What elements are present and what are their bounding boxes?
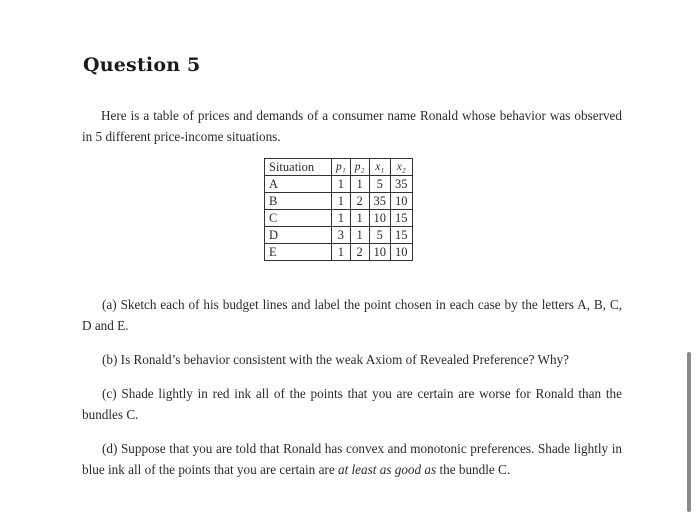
cell-x2: 10 [391, 193, 413, 210]
cell-situation: E [265, 244, 332, 261]
question-a-text: (a) Sketch each of his budget lines and label the point chosen in each case by the letters A, B, C, D and E. [82, 297, 622, 333]
cell-p1: 1 [332, 244, 351, 261]
question-b-text: (b) Is Ronald’s behavior consistent with the weak Axiom of Revealed Preference? Why? [102, 352, 570, 367]
cell-x2: 15 [391, 227, 413, 244]
header-x1: x₁ [369, 159, 391, 176]
cell-x1: 5 [369, 227, 391, 244]
cell-x2: 10 [391, 244, 413, 261]
cell-situation: A [265, 176, 332, 193]
table-row [265, 244, 413, 261]
header-p1: p₁ [332, 159, 351, 176]
header-p2: p₂ [350, 159, 369, 176]
question-d-text: (d) Suppose that you are told that Ronald has convex and monotonic preferences. Shade lightly in blue ink all of the points that you are certain are [82, 441, 622, 477]
cell-p2: 1 [350, 210, 369, 227]
cell-x2: 15 [391, 210, 413, 227]
cell-p1: 1 [332, 210, 351, 227]
cell-situation: B [265, 193, 332, 210]
cell-p2: 1 [350, 176, 369, 193]
question-b [82, 349, 622, 370]
cell-x1: 10 [369, 244, 391, 261]
cell-situation: D [265, 227, 332, 244]
question-d [82, 438, 622, 480]
cell-p1: 3 [332, 227, 351, 244]
header-situation: Situation [265, 159, 332, 176]
cell-p1: 1 [332, 176, 351, 193]
cell-p2: 1 [350, 227, 369, 244]
table-header-row [265, 159, 413, 176]
intro-paragraph: Here is a table of prices and demands of a consumer name Ronald whose behavior was observed in 5 different price-income situations. [82, 108, 622, 144]
cell-p1: 1 [332, 193, 351, 210]
cell-p2: 2 [350, 193, 369, 210]
cell-p2: 2 [350, 244, 369, 261]
question-c-text: (c) Shade lightly in red ink all of the points that you are certain are worse for Ronald than the bundles C. [82, 386, 622, 422]
table-row [265, 210, 413, 227]
question-c [82, 383, 622, 425]
question-d-emphasis: at least as good as [337, 462, 437, 477]
header-x2: x₂ [391, 159, 413, 176]
question-heading: Question 5 [83, 54, 201, 76]
vertical-scrollbar[interactable] [687, 352, 691, 512]
table-row [265, 176, 413, 193]
cell-x1: 5 [369, 176, 391, 193]
question-d-tail: the bundle C. [439, 462, 511, 477]
question-a [82, 294, 622, 336]
table-row [265, 193, 413, 210]
price-demand-table [264, 158, 413, 261]
cell-x2: 35 [391, 176, 413, 193]
table-row [265, 227, 413, 244]
cell-x1: 35 [369, 193, 391, 210]
cell-situation: C [265, 210, 332, 227]
cell-x1: 10 [369, 210, 391, 227]
